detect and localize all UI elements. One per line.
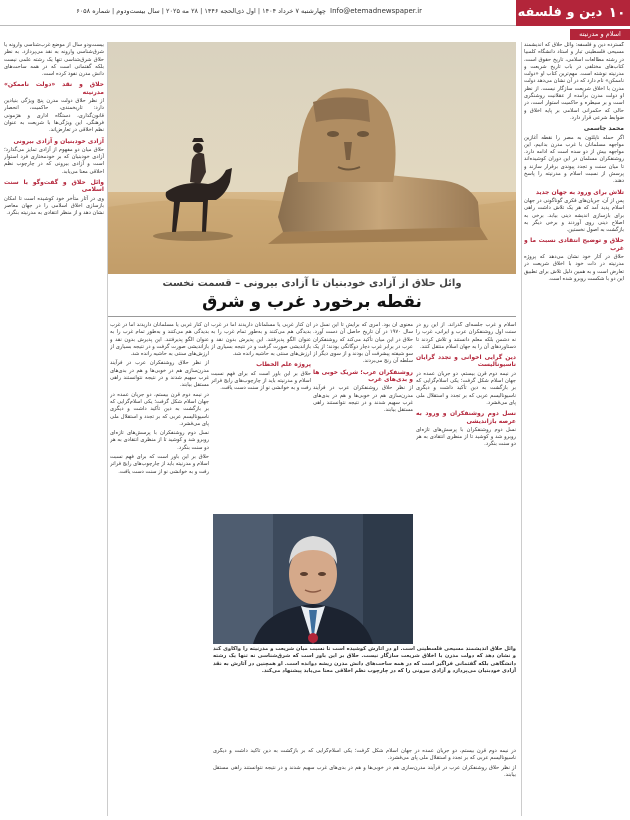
sub-heading: پروژه علم الخطاب [256, 361, 311, 369]
body-paragraph: در نیمه دوم قرن بیستم، دو جریان عمده در جهان اسلام شکل گرفت؛ یکی اسلام‌گرایی که بر بازگشت به دین تأکید داشت و دیگری ناسیونالیسم عربی که بر تجدد و استقلال ملی پای می‌فشرد. [213, 748, 516, 762]
middle-column-2 [313, 322, 413, 512]
body-paragraph: در نیمه دوم قرن بیستم، دو جریان عمده در جهان اسلام شکل گرفت؛ یکی اسلام‌گرایی که بر بازگشت به دین تأکید داشت و دیگری ناسیونالیسم عربی که بر تجدد و استقلال ملی پای می‌فشرد. [416, 370, 516, 406]
sub-heading: آزادی خودبنیان و آزادی بیرونی [13, 137, 104, 145]
sub-heading: حلاق و نقد «دولت ناممکن» مدرنیته [4, 81, 104, 96]
sub-heading: حلاق و توضیح انتقادی نسبت ما و غرب [524, 237, 624, 252]
body-paragraph: آن کنار غربی یا مسلمانان داریدند اما در غرب بدیدگی هم می‌کنند و به‌طور تمام غرب را به عنوان الگو پذیرفتند. این پذیرش بدون نقد و بازاندیشی صورت گرفت و در نتیجه بسیاری از ارزش‌های سنتی به حاشیه رانده شد. [211, 322, 311, 358]
photo-caption [213, 646, 516, 746]
column-divider [521, 42, 522, 816]
hero-illustration-sphinx [108, 42, 516, 274]
sub-heading: نسل دوم روشنفکران و ورود به عرصه بازاندیشی [416, 410, 516, 425]
issue-info: چهارشنبه ۷ خرداد ۱۴۰۴ | اول ذی‌الحجه ۱۴۴۶ | ۲۸ مه ۲۰۲۵ | سال بیست‌ودوم | شماره ۶۰۵۸ [76, 7, 326, 15]
middle-column-1 [416, 322, 516, 644]
body-paragraph: آن کنار غربی یا مسلمانان داریدند اما در غرب بدیدگی هم می‌کنند و به‌طور تمام غرب را به عنوان الگو پذیرفتند. این پذیرش بدون نقد و بازاندیشی صورت گرفت و در نتیجه بسیاری از ارزش‌های سنتی به حاشیه رانده شد. [110, 322, 209, 358]
body-paragraph: اسلام و غرب جلسه‌ای گذراند. از این رو در سنت اول روشنفکران عرب و ایرانی، غرب را نه دشمن بلکه معلم دانستند و تلاش کردند تا دستاوردهای آن را به جهان اسلام منتقل کنند. [416, 322, 516, 350]
right-column [524, 42, 624, 816]
body-paragraph: حلاق بر این باور است که برای فهم نسبت اسلام و مدرنیته باید از چارچوب‌های رایج فراتر رفت و به خوانشی نو از سنت دست یافت. [110, 454, 209, 475]
article-kicker: وائل حلاق از آزادی خودبنیان تا آزادی بیرونی – قسمت نخست [162, 278, 462, 289]
body-paragraph: حلاق در آثار خود نشان می‌دهد که پروژه مدرنیته در ذات خود با اخلاق شریعت در تعارض است و به همین دلیل تلاش برای تطبیق این دو با شکست روبرو شده است. [524, 254, 624, 282]
sub-heading: دین گرایی اخوانی و تجدد گرایان ناسیونالیست [416, 354, 516, 369]
body-paragraph: از نظر حلاق روشنفکران عرب در فرآیند مدرن‌سازی هم در خوبی‌ها و هم در بدی‌های غرب سهیم شدند و در نتیجه نتوانستند راهی مستقل بیابند. [313, 385, 413, 414]
body-paragraph: اگر حمله ناپلئون به مصر را نقطه آغازین مواجهه مسلمانان با غرب مدرن بدانیم، این مواجهه بیش از دو سده است که ادامه دارد. روشنفکران مسلمان در این دوران کوشیده‌اند تا میان سنت و تجدد پیوندی برقرار سازند و پرسش از نسبت اسلام و مدرنیته را پاسخ دهند. [524, 134, 624, 185]
sub-heading: تلاش برای ورود به جهان جدید [535, 188, 624, 196]
author-name: محمد جاسمی [583, 125, 624, 133]
article-headline: نقطه برخورد غرب و شرق [202, 292, 422, 312]
portrait-photo-wael-hallaq [213, 514, 413, 644]
sub-heading: وائل حلاق و گفت‌وگو با سنت اسلامی [4, 179, 104, 194]
body-paragraph: بیست‌ودو سال از موضع غرب‌شناسی وارونه یا شرق‌شناسی وارونه به نقد می‌پردازد. به نظر حلاق شرق‌شناسی تنها یک رشته علمی نیست بلکه گفتمانی است که در همه ساحت‌های دانش مدرن نفوذ کرده است. [4, 42, 104, 78]
middle-column-4 [110, 322, 209, 816]
body-paragraph: از نظر حلاق دولت مدرن پنج ویژگی بنیادین دارد: تاریخمندی، حاکمیت، انحصار قانون‌گذاری، دستگاه اداری و هژمونی فرهنگی. این ویژگی‌ها با شریعت به عنوان نظم اخلاقی در تعارض‌اند. [4, 98, 104, 134]
body-paragraph: از نظر حلاق روشنفکران عرب در فرآیند مدرن‌سازی هم در خوبی‌ها و هم در بدی‌های غرب سهیم شدند و در نتیجه نتوانستند راهی مستقل بیابند. [213, 764, 516, 778]
body-paragraph: حلاق میان دو مفهوم از آزادی تمایز می‌گذارد؛ آزادی خودبنیان که بر خودمختاری فرد استوار است و آزادی بیرونی که در چارچوب نظم اخلاقی معنا می‌یابد. [4, 146, 104, 175]
contact-email[interactable]: Info@etemadnewspaper.ir [330, 7, 423, 15]
body-paragraph: نسل دوم روشنفکران با پرسش‌های تازه‌ای روبرو شد و کوشید تا از منظری انتقادی به هر دو سنت بنگرد. [110, 430, 209, 451]
page-number: ۱۰ [604, 0, 630, 26]
body-paragraph: معنوی آن بود. امری که برایش تا این نسل در سال ۱۹۷۰ در آن تاریخ حاصل آن دست آورد. حلاق در این میان تأکید می‌کند که روشنفکران عرب در برابر غرب دچار دوگانگی بودند؛ از یک سو شیفته پیشرفت آن بودند و از سوی دیگر از سلطه آن رنج می‌بردند. [313, 322, 413, 365]
left-column [4, 42, 104, 816]
sub-heading: روشنفکران عرب؛ شریک خوبی ها و بدی‌های غرب [313, 368, 413, 384]
intro-paragraph: گسترده دین و فلسفه: وائل حلاق که اندیشمند مسیحی فلسطینی تبار و استاد دانشگاه کلمبیا در رشته مطالعات اسلامی، تاریخ حقوق است، کتاب‌های مختلفی در باب تاریخ شریعت و مدرنیته نوشته است. مهم‌ترین کتاب او «دولت ناممکن» نام دارد که در آن نشان می‌دهد دولت مدرن با اخلاق شریعت سازگار نیست. از نظر او دولت مدرن برآمده از عقلانیت روشنگری است و بر سیطره و حاکمیت استوار است، در حالی که حکمرانی اسلامی بر پایه اخلاق و ضوابط شرعی قرار دارد. [524, 42, 624, 121]
caption-text: وائل حلاق اندیشمند مسیحی فلسطینی است. او در آثارش کوشیده است تا نسبت میان شریعت و مدرنیته را واکاوی کند و نشان دهد که دولت مدرن با اخلاق شریعت سازگار نیست. حلاق بر این باور است که شرق‌شناسی نه تنها یک رشته دانشگاهی بلکه گفتمانی فراگیر است که در همه ساحت‌های دانش مدرن ریشه دوانده است. او همچنین در آثارش به نقد آزادی خودبنیان می‌پردازد و آزادی بیرونی را که در چارچوب نظم اخلاقی معنا می‌یابد پیشنهاد می‌کند. [213, 646, 516, 674]
body-paragraph: نسل دوم روشنفکران با پرسش‌های تازه‌ای روبرو شد و کوشید تا از منظری انتقادی به هر دو سنت بنگرد. [416, 426, 516, 448]
caption-continuation [213, 748, 516, 816]
body-paragraph: در نیمه دوم قرن بیستم، دو جریان عمده در جهان اسلام شکل گرفت؛ یکی اسلام‌گرایی که بر بازگشت به دین تأکید داشت و دیگری ناسیونالیسم عربی که بر تجدد و استقلال ملی پای می‌فشرد. [110, 391, 209, 427]
middle-column-3 [211, 322, 311, 512]
body-paragraph: حلاق بر این باور است که برای فهم نسبت اسلام و مدرنیته باید از چارچوب‌های رایج فراتر رفت و به خوانشی نو از سنت دست یافت. [211, 370, 311, 392]
headline-rule [108, 316, 516, 317]
body-paragraph: وی در آثار متأخر خود کوشیده است تا امکان بازسازی اخلاق اسلامی را در جهان معاصر نشان دهد و از منظر انتقادی به مدرنیته بنگرد. [4, 195, 104, 217]
sub-section-tag: اسلام و مدرنیته [570, 29, 630, 40]
section-title: دین و فلسفه [516, 0, 604, 26]
body-paragraph: پس از آن، جریان‌های فکری گوناگونی در جهان اسلام پدید آمد که هر یک تلاش داشت راهی برای بازسازی اندیشه دینی بیابد. برخی به اصلاح دینی روی آوردند و برخی دیگر به بازگشت به اصول نخستین. [524, 197, 624, 234]
body-paragraph: از نظر حلاق روشنفکران عرب در فرآیند مدرن‌سازی هم در خوبی‌ها و هم در بدی‌های غرب سهیم شدند و در نتیجه نتوانستند راهی مستقل بیابند. [110, 360, 209, 389]
